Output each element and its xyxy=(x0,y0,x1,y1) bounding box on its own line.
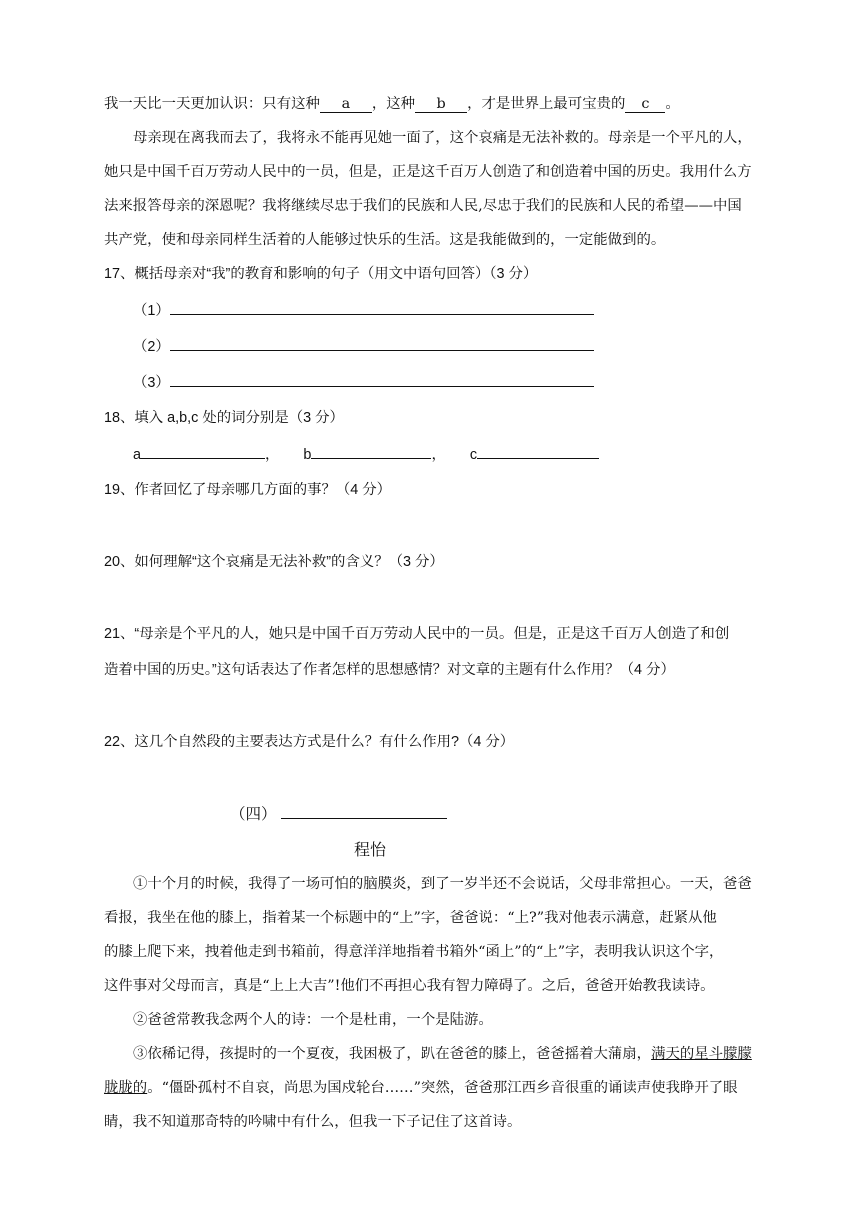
question-21-line-2: 造着中国的历史。”这句话表达了作者怎样的思想感情？对文章的主题有什么作用？（4 分） xyxy=(104,662,675,678)
label-b: b xyxy=(303,447,312,463)
paragraph-line: 这件事对父母而言，真是“上上大吉”!他们不再担心我有智力障碍了。之后，爸爸开始教我读诗。 xyxy=(104,978,715,994)
paragraph-2: ②爸爸常教我念两个人的诗：一个是杜甫，一个是陆游。 xyxy=(133,1012,493,1028)
question-20: 20、如何理解“这个哀痛是无法补救”的含义？（3 分） xyxy=(104,554,444,570)
text-segment: 我一天比一天更加认识：只有这种 xyxy=(104,96,320,112)
answer-rule[interactable] xyxy=(170,300,594,315)
text-segment: 。“僵卧孤村不自哀，尚思为国戍轮台……”突然，爸爸那江西乡音很重的诵读声使我睁开了眼 xyxy=(147,1080,738,1096)
item-label: （1） xyxy=(133,303,170,319)
blank-c: c xyxy=(625,96,665,113)
paragraph-line: ①十个月的时候，我得了一场可怕的脑膜炎，到了一岁半还不会说话，父母非常担心。一天，爸爸 xyxy=(133,876,752,892)
answer-line-3 xyxy=(133,372,594,393)
item-label: （2） xyxy=(133,339,170,355)
question-22: 22、这几个自然段的主要表达方式是什么？有什么作用?（4 分） xyxy=(104,734,515,750)
answer-rule[interactable] xyxy=(170,336,594,351)
underlined-phrase: 胧胧的 xyxy=(104,1080,148,1096)
paragraph-line: 法来报答母亲的深恩呢？我将继续尽忠于我们的民族和人民,尽忠于我们的民族和人民的希望——中国 xyxy=(104,198,742,214)
text-segment: 。 xyxy=(665,96,680,112)
paragraph-3-line-3: 睛，我不知道那奇特的吟啸中有什么，但我一下子记住了这首诗。 xyxy=(104,1114,522,1130)
blank-a: a xyxy=(320,96,372,113)
title-blank[interactable] xyxy=(281,804,447,819)
paragraph-3-line-2 xyxy=(104,1078,738,1098)
text-segment: ③依稀记得，孩提时的一个夏夜，我困极了，趴在爸爸的膝上，爸爸摇着大蒲扇， xyxy=(133,1046,652,1062)
question-17: 17、概括母亲对“我”的教育和影响的句子（用文中语句回答）（3 分） xyxy=(104,266,538,282)
paragraph-line: 她只是中国千百万劳动人民中的一员，但是，正是这千百万人创造了和创造着中国的历史。我用什么方 xyxy=(104,164,752,180)
section-label: （四） xyxy=(230,805,277,823)
answer-rule-b[interactable] xyxy=(311,444,431,459)
paragraph-line: 的膝上爬下来，拽着他走到书箱前，得意洋洋地指着书箱外“函上”的“上”字，表明我认识这个字， xyxy=(104,944,724,960)
answer-abc-line xyxy=(133,444,599,465)
paragraph-3-line-1 xyxy=(133,1044,752,1064)
question-18: 18、填入 a,b,c 处的词分别是（3 分） xyxy=(104,410,344,426)
question-19: 19、作者回忆了母亲哪几方面的事？（4 分） xyxy=(104,482,392,498)
paragraph-line: 看报，我坐在他的膝上，指着某一个标题中的“上”字，爸爸说：“上?”我对他表示满意，赶紧从他 xyxy=(104,910,717,926)
blank-b: b xyxy=(415,96,467,113)
paragraph-line: 母亲现在离我而去了，我将永不能再见她一面了，这个哀痛是无法补救的。母亲是一个平凡的人， xyxy=(133,130,752,146)
section-4-header xyxy=(230,804,447,824)
separator: ， xyxy=(265,447,280,463)
answer-rule-c[interactable] xyxy=(477,444,599,459)
answer-line-2 xyxy=(133,336,594,357)
label-c: c xyxy=(469,447,478,463)
label-a: a xyxy=(133,447,142,463)
underlined-phrase: 满天的星斗朦朦 xyxy=(651,1046,752,1062)
text-segment: ，才是世界上最可宝贵的 xyxy=(467,96,626,112)
item-label: （3） xyxy=(133,375,170,391)
separator: ， xyxy=(431,447,446,463)
passage-line-blanks xyxy=(104,94,680,114)
author-name: 程怡 xyxy=(354,840,387,859)
paragraph-line: 共产党，使和母亲同样生活着的人能够过快乐的生活。这是我能做到的，一定能做到的。 xyxy=(104,232,666,248)
answer-line-1 xyxy=(133,300,594,321)
question-21-line-1: 21、“母亲是个平凡的人，她只是中国千百万劳动人民中的一员。但是，正是这千百万人创造了和创 xyxy=(104,626,730,642)
answer-rule-a[interactable] xyxy=(141,444,265,459)
text-segment: ，这种 xyxy=(371,96,416,112)
answer-rule[interactable] xyxy=(170,372,594,387)
